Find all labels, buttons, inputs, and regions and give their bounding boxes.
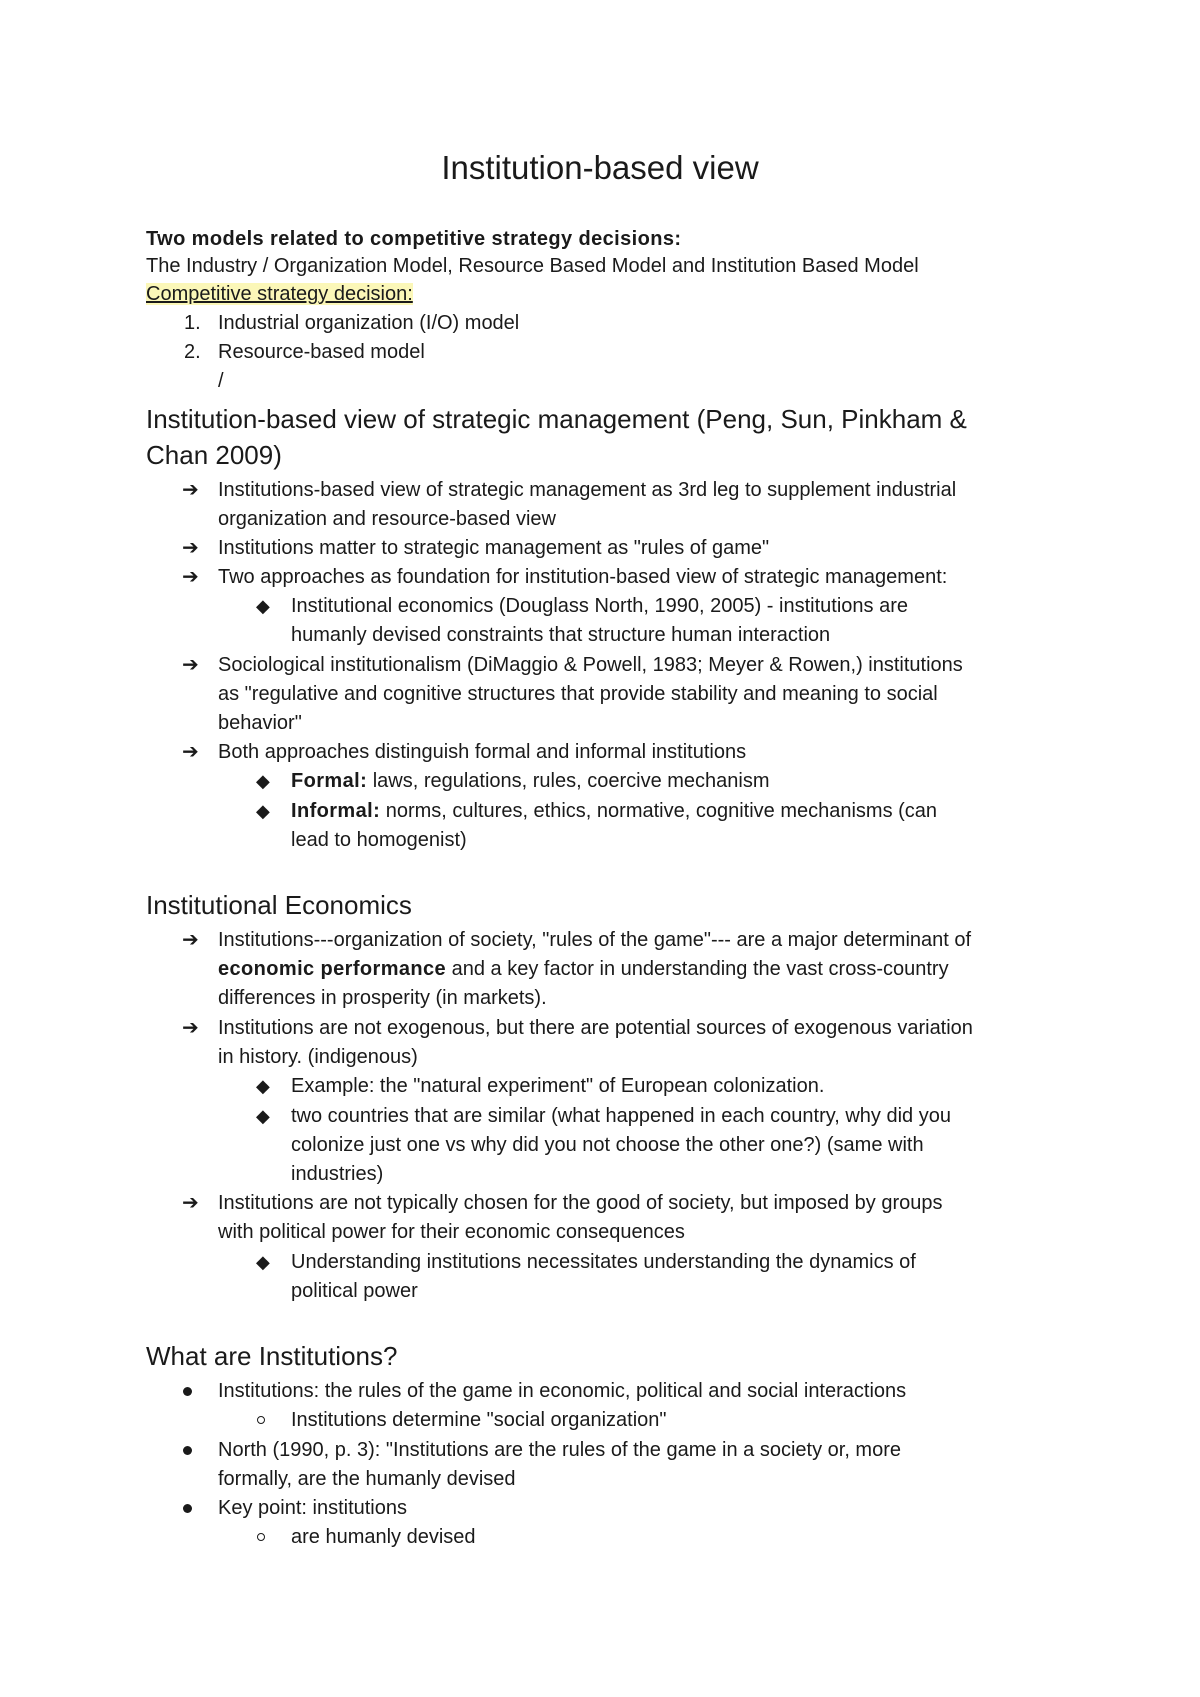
bullet-circle-icon xyxy=(257,1416,265,1424)
list-number: 1. xyxy=(184,312,201,334)
bullet-text: Two approaches as foundation for institution-based view of strategic management: xyxy=(218,566,948,588)
arrow-bullet-icon: ➔ xyxy=(182,1192,199,1214)
arrow-bullet-icon: ➔ xyxy=(182,479,199,501)
bullet-text: Both approaches distinguish formal and informal institutions xyxy=(218,741,747,763)
diamond-bullet-icon: ◆ xyxy=(256,1252,270,1272)
arrow-bullet-icon: ➔ xyxy=(182,537,199,559)
bullet-text: Institutions matter to strategic management as "rules of game" xyxy=(218,537,770,559)
bullet-text: Institutions are not typically chosen for the good of society, but imposed by groups xyxy=(218,1192,943,1214)
bold-term: economic performance xyxy=(218,958,447,980)
bullet-text: in history. (indigenous) xyxy=(218,1046,418,1068)
diamond-bullet-icon: ◆ xyxy=(256,801,270,821)
bullet-text-rest: and a key factor in understanding the vast cross-country xyxy=(446,958,949,980)
diamond-bullet-icon: ◆ xyxy=(256,771,270,791)
intro-heading: Two models related to competitive strategy decisions: xyxy=(146,228,682,250)
bullet-text: organization and resource-based view xyxy=(218,508,556,530)
sub-bullet-text: are humanly devised xyxy=(291,1526,476,1548)
term-text: norms, cultures, ethics, normative, cognitive mechanisms (can xyxy=(380,800,938,822)
sub-bullet-text: colonize just one vs why did you not choose the other one?) (same with xyxy=(291,1134,924,1156)
bullet-text: as "regulative and cognitive structures that provide stability and meaning to social xyxy=(218,683,938,705)
sub-bullet-text: Institutions determine "social organization" xyxy=(291,1409,667,1431)
diamond-bullet-icon: ◆ xyxy=(256,1106,270,1126)
arrow-bullet-icon: ➔ xyxy=(182,929,199,951)
section-heading: Institutional Economics xyxy=(146,890,412,920)
bullet-dot-icon xyxy=(183,1504,192,1513)
diamond-bullet-icon: ◆ xyxy=(256,1076,270,1096)
sub-bullet-text: Example: the "natural experiment" of European colonization. xyxy=(291,1075,825,1097)
sub-bullet-line xyxy=(291,768,770,794)
arrow-bullet-icon: ➔ xyxy=(182,654,199,676)
list-number: 2. xyxy=(184,341,201,363)
list-item: Industrial organization (I/O) model xyxy=(218,312,520,334)
bullet-text: with political power for their economic consequences xyxy=(218,1221,685,1243)
arrow-bullet-icon: ➔ xyxy=(182,566,199,588)
bullet-text: Institutions are not exogenous, but there are potential sources of exogenous variation xyxy=(218,1017,973,1039)
diamond-bullet-icon: ◆ xyxy=(256,596,270,616)
section-heading: What are Institutions? xyxy=(146,1341,398,1371)
sub-bullet-text: two countries that are similar (what happened in each country, why did you xyxy=(291,1105,951,1127)
highlight-line xyxy=(146,281,413,307)
bullet-dot-icon xyxy=(183,1446,192,1455)
bullet-text: Sociological institutionalism (DiMaggio & Powell, 1983; Meyer & Rowen,) institutions xyxy=(218,654,963,676)
sub-bullet-text: lead to homogenist) xyxy=(291,829,467,851)
slash-text: / xyxy=(218,370,224,392)
section-heading: Institution-based view of strategic management (Peng, Sun, Pinkham & xyxy=(146,404,967,434)
bullet-text: behavior" xyxy=(218,712,302,734)
sub-bullet-text: humanly devised constraints that structure human interaction xyxy=(291,624,831,646)
bullet-dot-icon xyxy=(183,1387,192,1396)
bullet-text: formally, are the humanly devised xyxy=(218,1468,516,1490)
sub-bullet-text: Institutional economics (Douglass North, 1990, 2005) - institutions are xyxy=(291,595,908,617)
sub-bullet-text: political power xyxy=(291,1280,418,1302)
bullet-circle-icon xyxy=(257,1533,265,1541)
sub-bullet-line xyxy=(291,798,937,824)
bullet-text: Institutions: the rules of the game in economic, political and social interactions xyxy=(218,1380,907,1402)
arrow-bullet-icon: ➔ xyxy=(182,741,199,763)
highlighted-text: Competitive strategy decision: xyxy=(146,283,413,305)
document-title: Institution-based view xyxy=(441,149,759,186)
sub-bullet-text: industries) xyxy=(291,1163,384,1185)
bullet-text: Institutions---organization of society, "rules of the game"--- are a major determinant of xyxy=(218,929,972,951)
sub-bullet-text: Understanding institutions necessitates understanding the dynamics of xyxy=(291,1251,916,1273)
section-heading-cont: Chan 2009) xyxy=(146,440,282,470)
bullet-text: North (1990, p. 3): "Institutions are the rules of the game in a society or, more xyxy=(218,1439,901,1461)
bullet-text: differences in prosperity (in markets). xyxy=(218,987,547,1009)
term-label: Informal: xyxy=(291,800,381,822)
arrow-bullet-icon: ➔ xyxy=(182,1017,199,1039)
term-text: laws, regulations, rules, coercive mechanism xyxy=(367,770,770,792)
list-item: Resource-based model xyxy=(218,341,425,363)
bullet-text: Key point: institutions xyxy=(218,1497,407,1519)
bullet-text: Institutions-based view of strategic management as 3rd leg to supplement industrial xyxy=(218,479,957,501)
bullet-line xyxy=(218,956,949,982)
intro-subline: The Industry / Organization Model, Resource Based Model and Institution Based Model xyxy=(146,255,919,277)
term-label: Formal: xyxy=(291,770,368,792)
